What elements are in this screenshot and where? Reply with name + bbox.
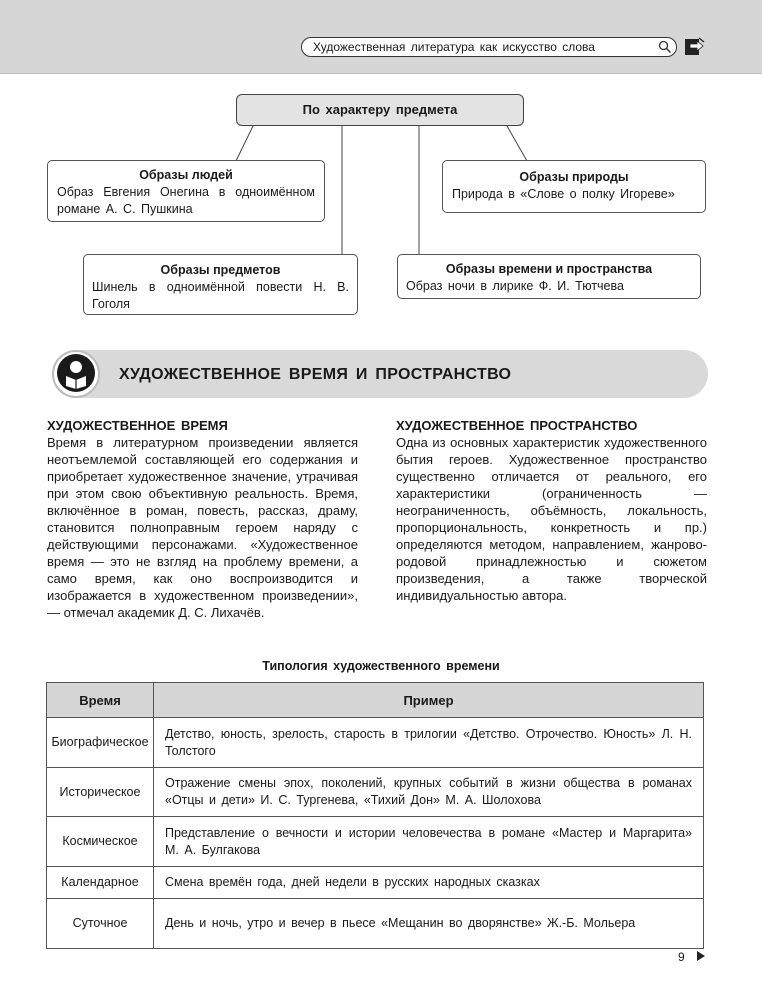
node-title: Образы природы bbox=[519, 170, 629, 184]
section-title: ХУДОЖЕСТВЕННОЕ ВРЕМЯ И ПРОСТРАНСТВО bbox=[119, 366, 512, 383]
cell-example: Смена времён года, дней недели в русских народных сказках bbox=[154, 867, 704, 899]
cell-example: День и ночь, утро и вечер в пьесе «Мещанин во дворянстве» Ж.-Б. Мольера bbox=[154, 899, 704, 949]
reader-badge bbox=[52, 350, 100, 398]
cell-example: Детство, юность, зрелость, старость в трилогии «Детство. Отрочество. Юность» Л. Н. Толстого bbox=[154, 718, 704, 768]
cell-time: Космическое bbox=[47, 817, 154, 867]
node-title: Образы людей bbox=[139, 168, 233, 182]
cell-example: Представление о вечности и истории человечества в романе «Мастер и Маргарита» М. А. Булгакова bbox=[154, 817, 704, 867]
cell-time: Историческое bbox=[47, 768, 154, 817]
table-row bbox=[47, 899, 704, 949]
header-time: Время bbox=[47, 683, 154, 718]
diagram-root: По характеру предмета bbox=[236, 94, 524, 126]
cell-time: Суточное bbox=[47, 899, 154, 949]
node-text: Образ Евгения Онегина в одноимённом романе А. С. Пушкина bbox=[57, 185, 315, 216]
diagram-node-time-space bbox=[397, 254, 701, 299]
column-heading-space: ХУДОЖЕСТВЕННОЕ ПРОСТРАНСТВО bbox=[396, 418, 638, 433]
header-example: Пример bbox=[154, 683, 704, 718]
table-row bbox=[47, 718, 704, 768]
time-typology-table bbox=[46, 682, 704, 949]
table-row bbox=[47, 817, 704, 867]
node-title: Образы предметов bbox=[160, 263, 281, 277]
node-text: Шинель в одноимённой повести Н. В. Гоголя bbox=[92, 280, 349, 311]
next-page-icon[interactable] bbox=[697, 951, 705, 961]
search-text: Художественная литература как искусство слова bbox=[313, 40, 595, 54]
cell-example: Отражение смены эпох, поколений, крупных событий в жизни общества в романах «Отцы и дети» И. С. Тургенева, «Тихий Дон» М. А. Шолохова bbox=[154, 768, 704, 817]
table-caption: Типология художественного времени bbox=[262, 659, 500, 673]
node-text: Образ ночи в лирике Ф. И. Тютчева bbox=[406, 279, 624, 293]
table-row bbox=[47, 867, 704, 899]
cell-time: Календарное bbox=[47, 867, 154, 899]
column-text-space: Одна из основных характеристик художественного бытия героев. Художественное пространство существенно отличается от реального, его характеристики (ограниченность — неограниченность, объёмность, локальность, пропорциональность, конкретность и пр.) определяются методом, направлением, жанрово-родовой принадлежностью и сюжетом произведения, а также творческой индивидуальностью автора. bbox=[396, 435, 707, 603]
diagram-node-objects bbox=[83, 254, 358, 315]
table-row bbox=[47, 768, 704, 817]
page-number: 9 bbox=[678, 950, 685, 964]
reader-icon bbox=[54, 352, 98, 396]
cell-time: Биографическое bbox=[47, 718, 154, 768]
node-title: Образы времени и пространства bbox=[445, 262, 653, 276]
column-heading-time: ХУДОЖЕСТВЕННОЕ ВРЕМЯ bbox=[47, 418, 228, 433]
diagram-node-people bbox=[47, 160, 325, 222]
node-text: Природа в «Слове о полку Игореве» bbox=[452, 187, 675, 201]
column-text-time: Время в литературном произведении является неотъемлемой составляющей его содержания и приобретает художественное значение, утрачивая при этом свою объективную реальность. Время, включённое в роман, повесть, рассказ, драму, становится полноправным героем наряду с действующими персонажами. «Художественное время — это не взгляд на проблему времени, а само время, как оно воспроизводится и изображается в художественном произведении», — отмечал академик Д. С. Лихачёв. bbox=[47, 435, 358, 620]
diagram-node-nature bbox=[442, 160, 706, 213]
